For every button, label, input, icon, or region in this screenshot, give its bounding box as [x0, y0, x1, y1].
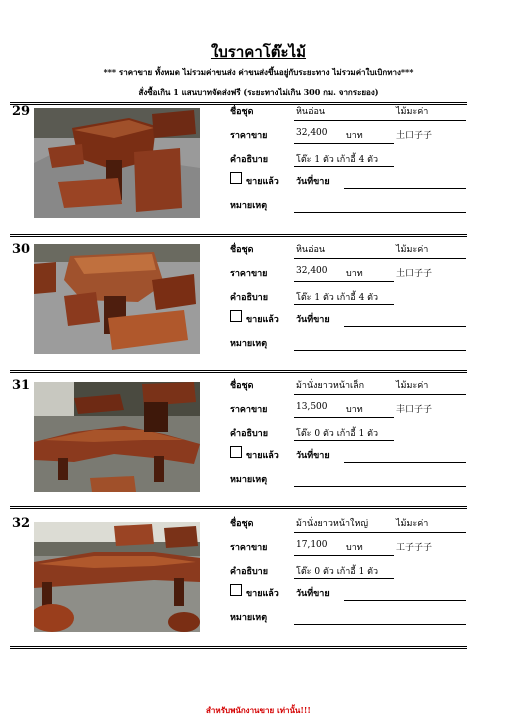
price-label: ราคาขาย: [230, 269, 268, 279]
description-label: คำอธิบาย: [230, 293, 269, 303]
sold-checkbox[interactable]: [230, 446, 242, 458]
sold-date-field[interactable]: [344, 188, 466, 189]
set-name-value: ม้านั่งยาวหน้าใหญ่: [296, 519, 369, 529]
underline: [294, 143, 394, 144]
shipping-note: สั่งซื้อเกิน 1 แสนบาทจัดส่งฟรี (ระยะทางไม่เกิน 300 กม. จากระยอง): [138, 87, 379, 97]
underline: [294, 166, 394, 167]
set-name-label: ชื่อชุด: [230, 519, 254, 529]
underline: [294, 304, 394, 305]
sold-checkbox[interactable]: [230, 584, 242, 596]
price-label: ราคาขาย: [230, 543, 268, 553]
wood-type: ไม้มะค่า: [396, 519, 429, 529]
currency-label: บาท: [346, 131, 363, 141]
description-label: คำอธิบาย: [230, 155, 269, 165]
sold-checkbox[interactable]: [230, 310, 242, 322]
sold-date-label: วันที่ขาย: [296, 589, 330, 599]
currency-label: บาท: [346, 543, 363, 553]
underline: [294, 417, 394, 418]
note-label: หมายเหตุ: [230, 613, 268, 623]
pricing-note: *** ราคาขาย ทั้งหมด ไม่รวมค่าขนส่ง ค่าขนส่งขึ้นอยู่กับระยะทาง ไม่รวมค่าใบเบิกทาง***: [103, 67, 414, 77]
wood-type: ไม้มะค่า: [396, 381, 429, 391]
product-item: [0, 102, 517, 232]
page-title: ใบราคาโต๊ะไม้: [210, 43, 307, 61]
description-label: คำอธิบาย: [230, 567, 269, 577]
description-value: โต๊ะ 0 ตัว เก้าอี้ 1 ตัว: [296, 567, 379, 577]
item-number: 32: [12, 516, 31, 531]
set-name-label: ชื่อชุด: [230, 245, 254, 255]
set-name-value: หินอ่อน: [296, 245, 326, 255]
currency-label: บาท: [346, 405, 363, 415]
set-name-label: ชื่อชุด: [230, 381, 254, 391]
currency-label: บาท: [346, 269, 363, 279]
sold-label: ขายแล้ว: [246, 177, 279, 187]
divider: [10, 646, 467, 649]
underline: [294, 555, 394, 556]
sold-date-label: วันที่ขาย: [296, 315, 330, 325]
underline: [294, 532, 466, 533]
divider: [10, 234, 467, 237]
item-code: 土口子子: [396, 131, 433, 141]
product-photo: [34, 108, 200, 218]
note-field[interactable]: [294, 624, 466, 625]
sold-date-label: วันที่ขาย: [296, 177, 330, 187]
footer-note: สำหรับพนักงานขาย เท่านั้น!!!: [206, 705, 311, 715]
price-value: 17,100: [296, 540, 328, 550]
divider: [10, 506, 467, 509]
sold-checkbox[interactable]: [230, 172, 242, 184]
item-code: 工子子子: [396, 543, 433, 553]
product-item: [0, 510, 517, 640]
item-number: 30: [12, 242, 31, 257]
set-name-value: ม้านั่งยาวหน้าเล็ก: [296, 381, 365, 391]
product-item: [0, 238, 517, 368]
wood-type: ไม้มะค่า: [396, 107, 429, 117]
underline: [294, 440, 394, 441]
sold-date-field[interactable]: [344, 326, 466, 327]
set-name-value: หินอ่อน: [296, 107, 326, 117]
product-photo: [34, 382, 200, 492]
product-item: [0, 374, 517, 504]
description-value: โต๊ะ 1 ตัว เก้าอี้ 4 ตัว: [296, 293, 379, 303]
underline: [294, 578, 394, 579]
divider: [10, 370, 467, 373]
note-field[interactable]: [294, 486, 466, 487]
wood-type: ไม้มะค่า: [396, 245, 429, 255]
price-label: ราคาขาย: [230, 131, 268, 141]
price-value: 13,500: [296, 402, 328, 412]
sold-date-label: วันที่ขาย: [296, 451, 330, 461]
product-photo: [34, 244, 200, 354]
product-photo: [34, 522, 200, 632]
set-name-label: ชื่อชุด: [230, 107, 254, 117]
note-label: หมายเหตุ: [230, 475, 268, 485]
price-value: 32,400: [296, 128, 328, 138]
note-label: หมายเหตุ: [230, 339, 268, 349]
item-code: 土口子子: [396, 269, 433, 279]
sold-label: ขายแล้ว: [246, 451, 279, 461]
note-field[interactable]: [294, 350, 466, 351]
item-number: 29: [12, 104, 31, 119]
item-number: 31: [12, 378, 31, 393]
item-code: 丰口子子: [396, 405, 433, 415]
price-label: ราคาขาย: [230, 405, 268, 415]
underline: [294, 394, 466, 395]
sold-label: ขายแล้ว: [246, 315, 279, 325]
sold-label: ขายแล้ว: [246, 589, 279, 599]
price-value: 32,400: [296, 266, 328, 276]
underline: [294, 258, 466, 259]
sold-date-field[interactable]: [344, 600, 466, 601]
note-label: หมายเหตุ: [230, 201, 268, 211]
description-value: โต๊ะ 0 ตัว เก้าอี้ 1 ตัว: [296, 429, 379, 439]
description-value: โต๊ะ 1 ตัว เก้าอี้ 4 ตัว: [296, 155, 379, 165]
note-field[interactable]: [294, 212, 466, 213]
sold-date-field[interactable]: [344, 462, 466, 463]
underline: [294, 120, 466, 121]
underline: [294, 281, 394, 282]
description-label: คำอธิบาย: [230, 429, 269, 439]
